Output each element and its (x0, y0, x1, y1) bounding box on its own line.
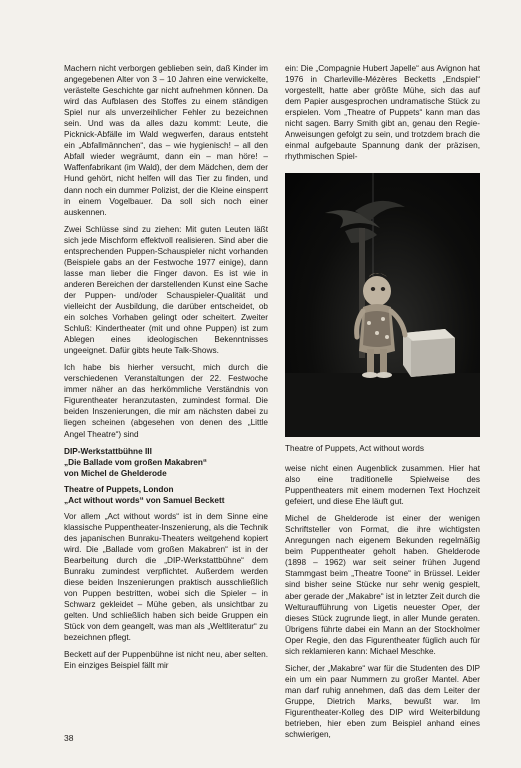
paragraph: Beckett auf der Puppenbühne ist nicht neu, aber selten. Ein einziges Beispiel fällt mir (64, 650, 268, 671)
heading-line: von Michel de Ghelderode (64, 468, 167, 478)
puppet-photo (285, 173, 480, 437)
paragraph: Michel de Ghelderode ist einer der wenigen Schriftsteller von Format, die ihre wichtigsten Anregungen nach eigenem Bekunden regelmäßig beim Puppentheater geholt haben. Ghelderode (1898 – 1962) war seit seiner frühen Jugend Stammgast beim „Theatre Toone“ in Brüssel. Leider sind bisher seine Stücke nur sehr wenig gespielt, aber gerade der „Makabre“ ist in letzter Zeit durch die Welturaufführung von Ligetis neuester Oper, der dieses Stück zugrunde liegt, in aller Munde geraten. Übrigens führte dabei ein Mann an der Stockholmer Oper Regie, den das Figurentheater füglich auch für sich reklamieren kann: Michael Meschke. (285, 514, 480, 656)
section-heading-theatre-of-puppets (64, 484, 268, 506)
photo-caption: Theatre of Puppets, Act without words (285, 444, 424, 453)
heading-line: Theatre of Puppets, London (64, 484, 174, 494)
paragraph: Ich habe bis hierher versucht, mich durch die verschiedenen Veranstaltungen der 22. Festwoche immer näher an das herkömmliche Verständnis von Figurentheater heranzutasten, zumindest formal. Die beiden Inszenierungen, die mir am nächsten dabei zu liegen scheinen (abgesehen von denen des „Little Angel Theatre“) sind (64, 363, 268, 439)
paragraph: Vor allem „Act without words“ ist in dem Sinne eine klassische Puppentheater-Inszenierung, als die Technik des japanischen Bunraku-Theaters weitgehend kopiert wird. Die „Ballade vom großen Makabren“ ist in der Bearbeitung durch die „DIP-Werkstattbühne“ dem Bunraku zumindest verpflichtet. Außerdem werden diese beiden Inszenierungen praktisch ausschließlich von Puppen bestritten, wobei sich die Spieler – in Schwarz gekleidet – Mühe geben, als unsichtbar zu gelten. Und schließlich haben sich beide Gruppen ein Stück von dem geangelt, was man als „Weltliteratur“ zu bezeichnen pflegt. (64, 511, 268, 643)
left-column (64, 63, 268, 677)
heading-line: „Die Ballade vom großen Makabren“ (64, 457, 208, 467)
right-column-bottom (285, 463, 480, 746)
page-number: 38 (64, 733, 74, 743)
section-heading-dip (64, 446, 268, 479)
heading-line: DIP-Werkstattbühne III (64, 446, 152, 456)
paragraph: Sicher, der „Makabre“ war für die Studenten des DIP ein um ein paar Nummern zu großer Mantel. Aber man darf ruhig annehmen, daß das dem Leiter der Gruppe, Dietrich Marks, bewußt war. Im Figurentheater-Kolleg des DIP wird Weiterbildung betrieben, hier eben zum Beispiel anhand eines schwierigen, (285, 663, 480, 740)
paragraph: ein: Die „Compagnie Hubert Japelle“ aus Avignon hat 1976 in Charleville-Mézères Becketts „Endspiel“ vorgestellt, hatte aber größte Mühe, sich das auf dem Papier ausgesprochen undramatische Stück zu erspielen. Vom „Theatre of Puppets“ kann man das nicht sagen. Barry Smith gibt an, genau den Regie-Anweisungen gefolgt zu sein, und trotzdem brach die einmal aufgebaute Spannung dank der präzisen, rhythmischen Spiel- (285, 64, 480, 162)
paragraph: Machern nicht verborgen geblieben sein, daß Kinder im angegebenen Alter von 3 – 10 Jahren eine verwickelte, verästelte Geschichte gar nicht aufnehmen können. Da wird das Aufblasen des Stoffes zu einem ständigen Spiel nur als unverzeihlicher Fehler zu bezeichnen sein. Und was da alles dazu kommt: Leute, die Picknick-Abfälle im Wald wegwerfen, daraus entsteht ein „Abfallmännchen“, das – wie hygienisch! – all den Abfall wieder wegräumt, dann ein – man höre! – Waffenfabrikant (im Wald), der dem Mädchen, dem der Hund gehört, nicht helfen will das Tier zu finden, und dann noch ein dummer Polizist, der die Kleine einsperrt in einem Vogelbauer. Da soll sich noch einer auskennen. (64, 64, 268, 217)
paragraph: weise nicht einen Augenblick zusammen. Hier hat also eine traditionelle Spielweise des Puppentheaters mit einem modernen Text Hochzeit gefeiert, und diese Ehe läuft gut. (285, 464, 480, 507)
right-column-top (285, 63, 480, 168)
puppet-photo-illustration (285, 173, 480, 437)
heading-line: „Act without words“ von Samuel Beckett (64, 495, 225, 505)
paragraph: Zwei Schlüsse sind zu ziehen: Mit guten Leuten läßt sich jede Mischform effektvoll realisieren. Sind aber die entsprechenden Puppen-Schauspieler nicht vorhanden (Beispiele gabs an der Festwoche 1977 einige), dann lasse man lieber die Finger davon. Es ist wie in anderen Bereichen der darstellenden Kunst eine Sache der Puppen- und/oder Schauspieler-Qualität und vielleicht der Ausbildung, die darüber entscheidet, ob ein solches Vorhaben gelingt oder scheitert. Zweiter Schluß: Kindertheater (mit und ohne Puppen) ist zum Ablegen eines ideologischen Bekenntnisses ungeeignet. Dafür gibts heute Talk-Shows. (64, 224, 268, 356)
